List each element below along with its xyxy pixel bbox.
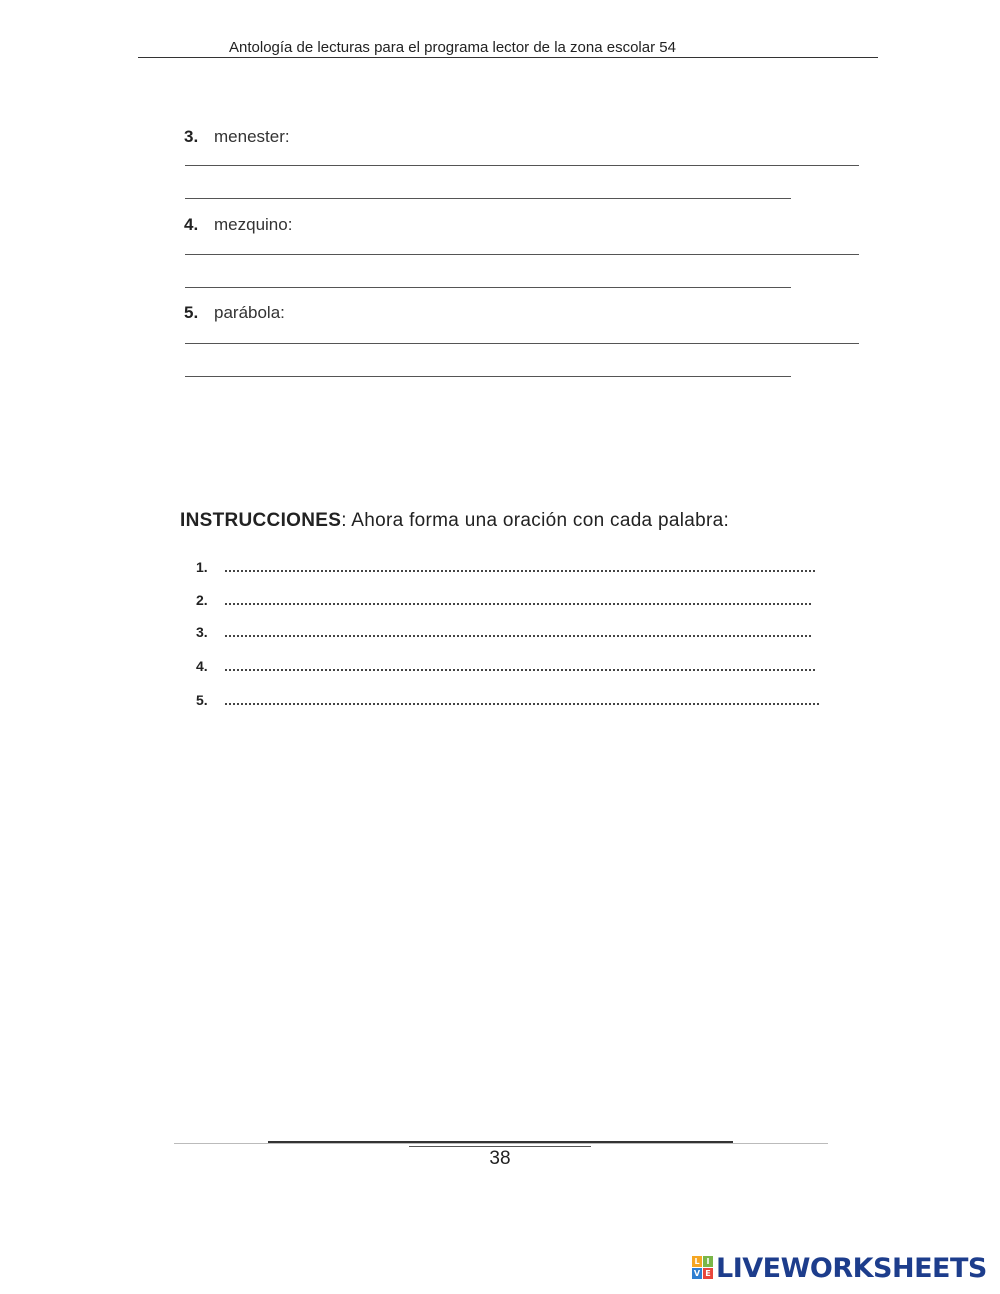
answer-line[interactable] (185, 343, 859, 344)
sentence-row-3 (196, 624, 208, 640)
vocab-item-4 (184, 215, 292, 235)
vocab-number: 3. (184, 127, 199, 146)
sentence-row-1 (196, 559, 208, 575)
liveworksheets-logo (692, 1253, 987, 1283)
sentence-number: 5. (196, 692, 208, 708)
answer-line[interactable] (185, 376, 791, 377)
footer-rule-dark (268, 1141, 733, 1143)
sentence-number: 1. (196, 559, 208, 575)
footer-rule-short (409, 1146, 591, 1147)
instructions (180, 510, 729, 532)
logo-wordmark: LIVEWORKSHEETS (716, 1252, 987, 1284)
answer-line[interactable] (185, 254, 859, 255)
sentence-dotted-line[interactable] (225, 603, 811, 605)
liveworksheets-logo-icon: L I V E (692, 1256, 714, 1280)
vocab-number: 5. (184, 303, 199, 322)
answer-line[interactable] (185, 198, 791, 199)
sentence-dotted-line[interactable] (225, 570, 815, 572)
sentence-dotted-line[interactable] (225, 635, 811, 637)
vocab-item-5 (184, 303, 285, 323)
instructions-text: : Ahora forma una oración con cada palabra: (341, 510, 730, 531)
sentence-dotted-line[interactable] (225, 669, 815, 671)
sentence-row-4 (196, 658, 208, 674)
footer-rule-light (174, 1143, 828, 1144)
sentence-row-5 (196, 692, 208, 708)
sentence-number: 4. (196, 658, 208, 674)
sentence-dotted-line[interactable] (225, 703, 819, 705)
sentence-number: 3. (196, 624, 208, 640)
header-rule (138, 57, 878, 58)
vocab-word: mezquino: (214, 215, 293, 234)
vocab-number: 4. (184, 215, 199, 234)
sentence-number: 2. (196, 592, 208, 608)
instructions-label: INSTRUCCIONES (180, 510, 342, 531)
answer-line[interactable] (185, 287, 791, 288)
vocab-word: menester: (214, 127, 290, 146)
vocab-word: parábola: (214, 303, 285, 322)
vocab-item-3 (184, 127, 290, 147)
page-number: 38 (489, 1148, 511, 1169)
sentence-row-2 (196, 592, 208, 608)
header-title: Antología de lecturas para el programa lector de la zona escolar 54 (229, 39, 676, 56)
answer-line[interactable] (185, 165, 859, 166)
